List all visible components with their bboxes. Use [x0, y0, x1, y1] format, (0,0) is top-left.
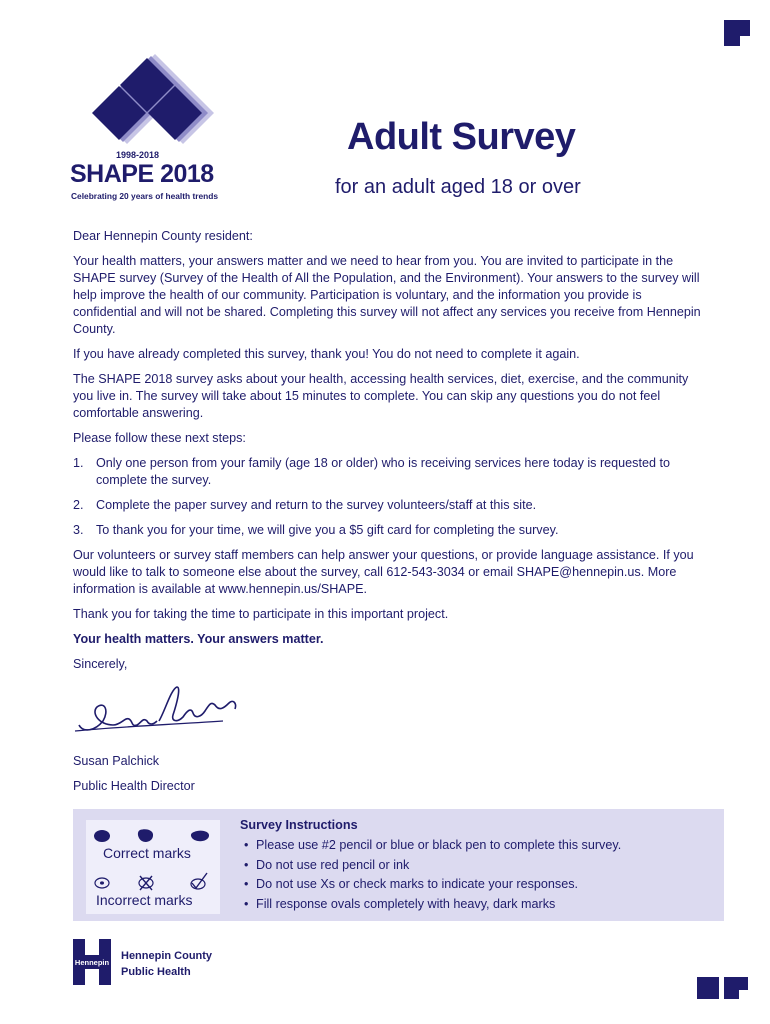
step-number: 2.: [73, 498, 84, 512]
registration-mark-bottom-right-1: [697, 977, 719, 999]
instruction-item: • Do not use red pencil or ink: [244, 856, 621, 876]
correct-marks-label: Correct marks: [103, 845, 191, 861]
hennepin-county-logo: [73, 939, 111, 985]
instruction-item: • Do not use Xs or check marks to indicate your responses.: [244, 875, 621, 895]
incorrect-marks-label: Incorrect marks: [96, 892, 193, 908]
greeting: Dear Hennepin County resident:: [73, 229, 253, 243]
registration-mark-bottom-right-2: [724, 977, 748, 999]
page-subtitle: for an adult aged 18 or over: [335, 176, 581, 198]
step-item: [73, 497, 703, 514]
paragraph-thanks: Thank you for taking the time to participate in this important project.: [73, 607, 449, 621]
paragraph-already-completed: If you have already completed this survey, thank you! You do not need to complete it again.: [73, 347, 580, 361]
shape-logo-diamonds: [80, 48, 220, 153]
paragraph-survey-about: The SHAPE 2018 survey asks about your health, accessing health services, diet, exercise, and the community you live in. The survey will take about 15 minutes to complete. You can skip any questions you do not feel comfortable answering.: [73, 372, 689, 420]
org-line-1: Hennepin County: [121, 950, 213, 962]
signer-title: Public Health Director: [73, 779, 195, 793]
steps-list: [73, 455, 703, 539]
signature-image: [73, 681, 243, 745]
correct-marks-icon: [90, 826, 216, 846]
instruction-item: • Fill response ovals completely with heavy, dark marks: [244, 895, 621, 915]
steps-intro: Please follow these next steps:: [73, 431, 246, 445]
org-line-2: Public Health: [121, 966, 191, 978]
paragraph-contact: Our volunteers or survey staff members can help answer your questions, or provide language assistance. If you would like to talk to someone else about the survey, call 612-543-3034 or email SHAPE@hennepin.us. More information is available at www.hennepin.us/SHAPE.: [73, 548, 694, 596]
step-number: 3.: [73, 523, 84, 537]
step-number: 1.: [73, 456, 84, 470]
logo-tagline: Celebrating 20 years of health trends: [71, 191, 219, 201]
page-title: Adult Survey: [347, 116, 576, 158]
closing: Sincerely,: [73, 657, 128, 671]
hennepin-logo-text: Hennepin: [74, 958, 110, 967]
registration-mark-top-right: [724, 20, 750, 46]
step-text: Complete the paper survey and return to the survey volunteers/staff at this site.: [96, 498, 537, 512]
step-item: [73, 455, 703, 489]
instruction-item: • Please use #2 pencil or blue or black pen to complete this survey.: [244, 836, 621, 856]
paragraph-intro: Your health matters, your answers matter and we need to hear from you. You are invited to participate in the SHAPE survey (Survey of the Health of All the Population, and the Environment). Your answers to the survey will help improve the health of our community. Participation is voluntary, and the information you provide is confidential and will not be shared. Completing this survey will not affect any services you receive from Hennepin County.: [73, 254, 701, 336]
logo-years: 1998-2018: [116, 150, 160, 160]
organization-name: [121, 948, 212, 980]
step-item: [73, 522, 703, 539]
instructions-title: Survey Instructions: [240, 818, 358, 832]
instructions-list: [244, 836, 621, 914]
paragraph-tagline: Your health matters. Your answers matter.: [73, 632, 324, 646]
step-text: Only one person from your family (age 18 or older) who is receiving services here today is requested to complete the survey.: [96, 456, 670, 487]
step-text: To thank you for your time, we will give you a $5 gift card for completing the survey.: [96, 523, 559, 537]
logo-name: SHAPE 2018: [70, 160, 214, 188]
incorrect-marks-icon: [90, 871, 216, 893]
signer-name: Susan Palchick: [73, 754, 160, 768]
letter-body: [73, 228, 703, 803]
